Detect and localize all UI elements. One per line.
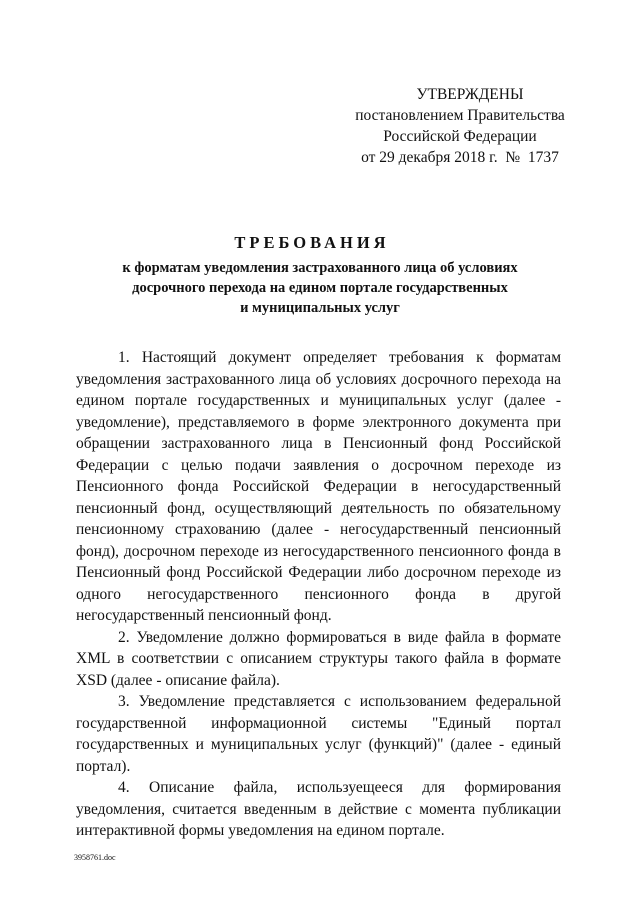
paragraph-2: 2. Уведомление должно формироваться в виде файла в формате XML в соответствии с описанием структуры такого файла в формате XSD (далее - описание файла).: [76, 628, 561, 689]
approval-block: [350, 84, 570, 168]
approval-line-1: постановлением Правительства: [355, 107, 565, 124]
document-subtitle: [100, 258, 540, 318]
approval-date: от 29 декабря 2018 г. № 1737: [361, 149, 559, 166]
paragraph-3: 3. Уведомление представляется с использованием федеральной государственной информационной системы "Единый портал государственных и муниципальных услуг (функций)" (далее - единый портал).: [76, 693, 561, 775]
approval-line-2: Российской Федерации: [383, 128, 537, 145]
approval-heading: УТВЕРЖДЕНЫ: [416, 86, 524, 103]
document-title: ТРЕБОВАНИЯ: [234, 233, 390, 252]
subtitle-line-1: к форматам уведомления застрахованного лица об условиях: [122, 260, 518, 276]
footer-file-code: 3958761.doc: [74, 853, 116, 862]
subtitle-line-2: досрочного перехода на едином портале государственных: [132, 280, 508, 296]
paragraph-4: 4. Описание файла, используещееся для формирования уведомления, считается введенным в действие с момента публикации интерактивной формы уведомления на едином портале.: [76, 779, 561, 839]
paragraph-1: 1. Настоящий документ определяет требования к форматам уведомления застрахованного лица об условиях досрочного перехода на едином портале государственных и муниципальных услуг (далее - уведомление), представляемого в форме электронного документа при обращении застрахованного лица в Пенсионный фонд Российской Федерации с целью подачи заявления о досрочном переходе из Пенсионного фонда Российской Федерации в негосударственный пенсионный фонд, осуществляющий деятельность по обязательному пенсионному страхованию (далее - негосударственный пенсионный фонд), досрочном переходе из негосударственного пенсионного фонда в Пенсионный фонд Российской Федерации либо досрочном переходе из одного негосударственного пенсионного фонда в другой негосударственный пенсионный фонд.: [76, 349, 561, 624]
subtitle-line-3: и муниципальных услуг: [240, 300, 400, 316]
document-body: [76, 347, 561, 842]
